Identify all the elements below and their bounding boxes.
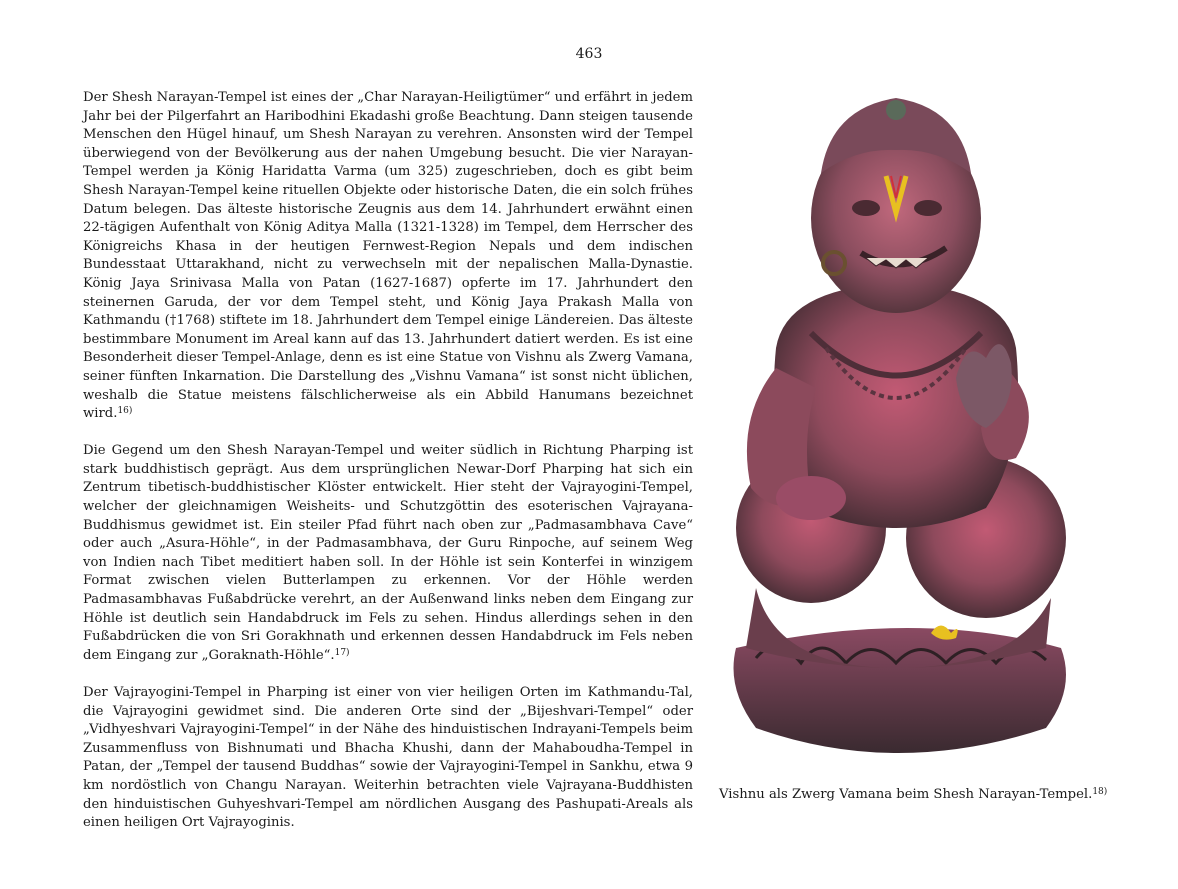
paragraph [83, 684, 693, 833]
main-text [83, 89, 693, 851]
paragraph-text: Die Gegend um den Shesh Narayan-Tempel und weiter südlich in Richtung Pharping ist stark buddhistisch geprägt. Aus dem ursprünglichen Newar-Dorf Pharping hat sich ein Zentrum tibetisch-buddhistischer Klöster entwickelt. Hier steht der Vajrayogini-Tempel, welcher der gleichnamigen Weisheits- und Schutzgöttin des esoterischen Vajrayana-Buddhismus gewidmet ist. Ein steiler Pfad führt nach oben zur „Padmasambhava Cave“ oder auch „Asura-Höhle“, in der Padmasambhava, der Guru Rinpoche, auf seinem Weg von Indien nach Tibet meditiert haben soll. In der Höhle ist sein Konterfei in winzigem Format zwischen vielen Butterlampen zu erkennen. Vor der Höhle werden Padmasambhavas Fußabdrücke verehrt, an der Außenwand links neben dem Eingang zur Höhle ist deutlich sein Handabdruck im Fels zu sehen. Hindus allerdings sehen in den Fußabdrücken die von Sri Gorakhnath und erkennen dessen Handabdruck im Fels neben dem Eingang zur „Goraknath-Höhle“. [83, 443, 693, 663]
paragraph-text: Der Vajrayogini-Tempel in Pharping ist einer von vier heiligen Orten im Kathmandu-Tal, die Vajrayogini gewidmet sind. Die anderen Orte sind der „Bijeshvari-Tempel“ oder „Vidhyeshvari Vajrayogini-Tempel“ in der Nähe des hinduistischen Indrayani-Tempels beim Zusammenfluss von Bishnumati und Bhacha Khushi, dann der Mahaboudha-Tempel in Patan, der „Tempel der tausend Buddhas“ sowie der Vajrayogini-Tempel in Sankhu, etwa 9 km nordöstlich von Changu Narayan. Weiterhin betrachten viele Vajrayana-Buddhisten den hinduistischen Guhyeshvari-Tempel am nördlichen Ausgang des Pashupati-Areals als einen heiligen Ort Vajrayoginis. [83, 685, 693, 831]
statue-photo [716, 88, 1076, 768]
footnote-ref[interactable]: 16) [117, 406, 133, 417]
footnote-ref[interactable]: 17) [334, 647, 350, 658]
caption-text: Vishnu als Zwerg Vamana beim Shesh Narayan-Tempel. [719, 787, 1093, 802]
paragraph [83, 442, 693, 665]
page-number: 463 [575, 46, 603, 62]
paragraph-text: Der Shesh Narayan-Tempel ist eines der „Char Narayan-Heiligtümer“ und erfährt in jedem Jahr bei der Pilgerfahrt an Haribodhini Ekadashi große Beachtung. Dann steigen tausende Menschen den Hügel hinauf, um Shesh Narayan zu verehren. Ansonsten wird der Tempel überwiegend von der Bevölkerung aus der nahen Umgebung besucht. Die vier Narayan-Tempel werden ja König Haridatta Varma (um 325) zugeschrieben, doch es gibt beim Shesh Narayan-Tempel keine rituellen Objekte oder historische Daten, die ein solch frühes Datum belegen. Das älteste historische Zeugnis aus dem 14. Jahrhundert erwähnt einen 22-tägigen Aufenthalt von König Aditya Malla (1321-1328) im Tempel, dem Herrscher des Königreichs Khasa in der heutigen Fernwest-Region Nepals und dem indischen Bundesstaat Uttarakhand, nicht zu verwechseln mit der nepalischen Malla-Dynastie. König Jaya Srinivasa Malla von Patan (1627-1687) opferte im 17. Jahrhundert den steinernen Garuda, der vor dem Tempel steht, und König Jaya Prakash Malla von Kathmandu (†1768) stiftete im 18. Jahrhundert dem Tempel einige Ländereien. Das älteste bestimmbare Monument im Areal kann auf das 13. Jahrhundert datiert werden. Es ist eine Besonderheit dieser Tempel-Anlage, denn es ist eine Statue von Vishnu als Zwerg Vamana, seiner fünften Inkarnation. Die Darstellung des „Vishnu Vamana“ ist sonst nicht üblichen, weshalb die Statue meistens fälschlicherweise als ein Abbild Hanumans bezeichnet wird. [83, 90, 693, 422]
statue-illustration [716, 88, 1076, 768]
footnote-ref[interactable]: 18) [1092, 787, 1108, 797]
figure-caption [719, 786, 1159, 804]
paragraph [83, 89, 693, 424]
